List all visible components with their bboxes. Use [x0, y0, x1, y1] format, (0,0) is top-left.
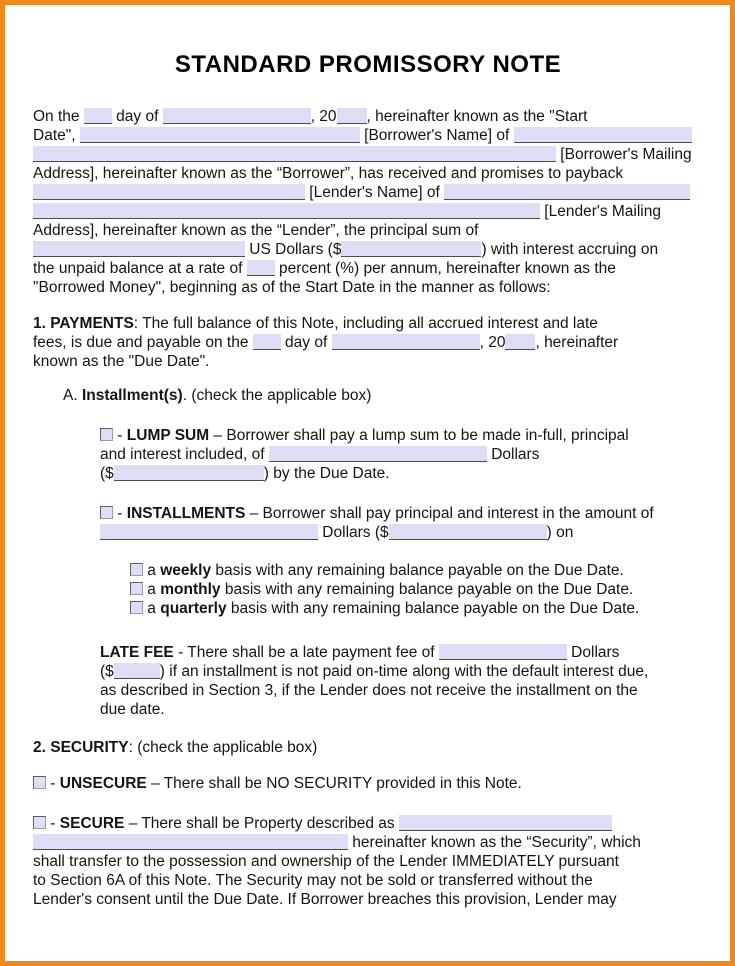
text-run: Dollars — [486, 446, 540, 463]
frequency-options — [33, 561, 703, 618]
text-run: Address], hereinafter known as the “Borrower”, has received and promises to payback — [33, 165, 624, 182]
text-run: , hereinafter — [535, 334, 619, 351]
text-run: [Borrower's Name] of — [359, 127, 514, 144]
text-line — [33, 221, 703, 240]
monthly-checkbox[interactable] — [130, 582, 143, 595]
text-run: [Lender's Name] of — [305, 184, 445, 201]
weekly-checkbox[interactable] — [130, 563, 143, 576]
text-run: hereinafter known as the “Security”, which — [348, 834, 641, 851]
text-line — [130, 580, 703, 599]
bold-text-run: LATE FEE — [100, 644, 174, 661]
text-run: - — [113, 505, 127, 522]
text-line — [130, 599, 703, 618]
bold-text-run: 1. PAYMENTS — [33, 315, 134, 332]
unsecure-clause — [33, 774, 703, 793]
text-run: A. — [63, 387, 82, 404]
installment-amount-words-field[interactable] — [100, 524, 318, 540]
due-year-field[interactable] — [505, 334, 535, 350]
start-day-field[interactable] — [84, 108, 112, 124]
bold-text-run: Installment(s) — [81, 387, 183, 404]
bold-text-run: SECURE — [59, 815, 125, 832]
start-year-field[interactable] — [337, 108, 367, 124]
document-title: STANDARD PROMISSORY NOTE — [174, 51, 562, 78]
bold-text-run: 2. SECURITY — [33, 739, 129, 756]
text-run: [Borrower's Mailing — [556, 146, 692, 163]
lump-sum-checkbox[interactable] — [100, 428, 113, 441]
text-run: ($ — [100, 465, 114, 482]
late-fee-clause — [33, 643, 703, 719]
late-fee-amount-number-field[interactable] — [114, 663, 160, 679]
text-line — [33, 202, 703, 221]
text-run: - There shall be a late payment fee of — [173, 644, 439, 661]
text-run: percent (%) per annum, hereinafter known as the — [274, 260, 616, 277]
lender-address-field-a[interactable] — [444, 184, 690, 200]
installment-heading — [33, 386, 703, 405]
bold-text-run: LUMP SUM — [126, 427, 210, 444]
text-line — [33, 871, 703, 890]
intro-paragraph — [33, 107, 703, 297]
interest-rate-field[interactable] — [247, 260, 275, 276]
borrower-address-field-a[interactable] — [514, 127, 692, 143]
bold-text-run: monthly — [160, 581, 221, 598]
text-run: ) by the Due Date. — [263, 465, 390, 482]
text-run: - — [113, 427, 127, 444]
borrower-address-field-b[interactable] — [33, 146, 556, 162]
text-line — [33, 164, 703, 183]
text-line — [100, 681, 703, 700]
text-run: Date", — [33, 127, 80, 144]
text-line — [33, 314, 703, 333]
text-run: Address], hereinafter known as the “Lender”, the principal sum of — [33, 222, 479, 239]
installment-amount-number-field[interactable] — [389, 524, 547, 540]
text-run: a — [143, 600, 161, 617]
bold-text-run: quarterly — [160, 600, 227, 617]
text-run: the unpaid balance at a rate of — [33, 260, 247, 277]
text-run: a — [143, 562, 161, 579]
text-run: basis with any remaining balance payable on the Due Date. — [220, 581, 634, 598]
principal-sum-words-field[interactable] — [33, 241, 245, 257]
text-run: a — [143, 581, 161, 598]
secure-checkbox[interactable] — [33, 816, 46, 829]
text-line — [33, 738, 703, 757]
text-line — [33, 126, 703, 145]
text-run: On the — [33, 108, 84, 125]
principal-sum-number-field[interactable] — [341, 241, 481, 257]
text-run: [Lender's Mailing — [540, 203, 661, 220]
text-run: as described in Section 3, if the Lender does not receive the installment on the — [100, 682, 638, 699]
text-line — [33, 833, 703, 852]
text-run: , hereinafter known as the "Start — [366, 108, 588, 125]
installments-clause — [33, 504, 703, 542]
quarterly-checkbox[interactable] — [130, 601, 143, 614]
text-run: – There shall be NO SECURITY provided in this Note. — [146, 775, 522, 792]
text-run: ) with interest accruing on — [481, 241, 659, 258]
lump-sum-amount-words-field[interactable] — [269, 446, 487, 462]
text-run: Dollars — [566, 644, 620, 661]
text-run: – Borrower shall pay principal and interest in the amount of — [245, 505, 654, 522]
text-run: , 20 — [310, 108, 337, 125]
lender-address-field-b[interactable] — [33, 203, 540, 219]
text-line — [100, 643, 703, 662]
text-run: ($ — [100, 663, 114, 680]
promissory-note-page — [5, 5, 730, 961]
text-line — [33, 278, 703, 297]
text-run: : The full balance of this Note, including all accrued interest and late — [133, 315, 598, 332]
text-line — [100, 504, 703, 523]
start-month-field[interactable] — [163, 108, 311, 124]
lump-sum-clause — [33, 426, 703, 483]
text-line — [100, 464, 703, 483]
text-line — [100, 426, 703, 445]
borrower-name-field[interactable] — [80, 127, 360, 143]
text-run: and interest included, of — [100, 446, 269, 463]
text-run: – Borrower shall pay a lump sum to be made in-full, principal — [209, 427, 629, 444]
installments-checkbox[interactable] — [100, 506, 113, 519]
text-line — [33, 145, 703, 164]
text-run: : (check the applicable box) — [128, 739, 318, 756]
text-run: "Borrowed Money", beginning as of the Start Date in the manner as follows: — [33, 279, 551, 296]
bold-text-run: INSTALLMENTS — [126, 505, 246, 522]
text-line — [33, 259, 703, 278]
text-line — [33, 352, 703, 371]
text-run: basis with any remaining balance payable on the Due Date. — [226, 600, 640, 617]
text-run: Dollars ($ — [318, 524, 389, 541]
text-line — [33, 774, 703, 793]
text-run: - — [46, 815, 60, 832]
late-fee-amount-words-field[interactable] — [439, 644, 567, 660]
property-description-field-a[interactable] — [399, 815, 612, 831]
text-run: ) on — [546, 524, 574, 541]
text-line — [33, 333, 703, 352]
payments-paragraph — [33, 314, 703, 371]
due-day-field[interactable] — [253, 334, 281, 350]
text-run: – There shall be Property described as — [124, 815, 399, 832]
text-run: - — [46, 775, 60, 792]
text-run: known as the "Due Date". — [33, 353, 210, 370]
text-run: basis with any remaining balance payable on the Due Date. — [211, 562, 624, 579]
text-run: day of — [280, 334, 332, 351]
text-line — [63, 386, 703, 405]
text-line — [100, 445, 703, 464]
text-run: due date. — [100, 701, 165, 718]
document-body — [33, 107, 703, 909]
text-line — [33, 852, 703, 871]
text-line — [33, 240, 703, 259]
text-line — [33, 890, 703, 909]
text-run: shall transfer to the possession and ownership of the Lender IMMEDIATELY pursuant — [33, 853, 619, 870]
secure-clause — [33, 814, 703, 909]
bold-text-run: weekly — [160, 562, 212, 579]
lump-sum-amount-number-field[interactable] — [114, 465, 264, 481]
bold-text-run: UNSECURE — [59, 775, 147, 792]
text-run: fees, is due and payable on the — [33, 334, 253, 351]
text-run: day of — [111, 108, 163, 125]
text-line — [33, 107, 703, 126]
text-line — [33, 183, 703, 202]
text-run: . (check the applicable box) — [182, 387, 372, 404]
property-description-field-b[interactable] — [33, 834, 348, 850]
unsecure-checkbox[interactable] — [33, 776, 46, 789]
due-month-field[interactable] — [332, 334, 480, 350]
text-run: Lender's consent until the Due Date. If Borrower breaches this provision, Lender may — [33, 891, 617, 908]
text-line — [100, 700, 703, 719]
text-line — [100, 662, 703, 681]
text-run: US Dollars ($ — [245, 241, 342, 258]
text-line — [130, 561, 703, 580]
security-heading — [33, 738, 703, 757]
text-run: to Section 6A of this Note. The Security may not be sold or transferred without the — [33, 872, 593, 889]
text-run: , 20 — [479, 334, 506, 351]
text-line — [100, 523, 703, 542]
text-run: ) if an installment is not paid on-time along with the default interest due, — [159, 663, 649, 680]
text-line — [33, 814, 703, 833]
lender-name-field[interactable] — [33, 184, 305, 200]
